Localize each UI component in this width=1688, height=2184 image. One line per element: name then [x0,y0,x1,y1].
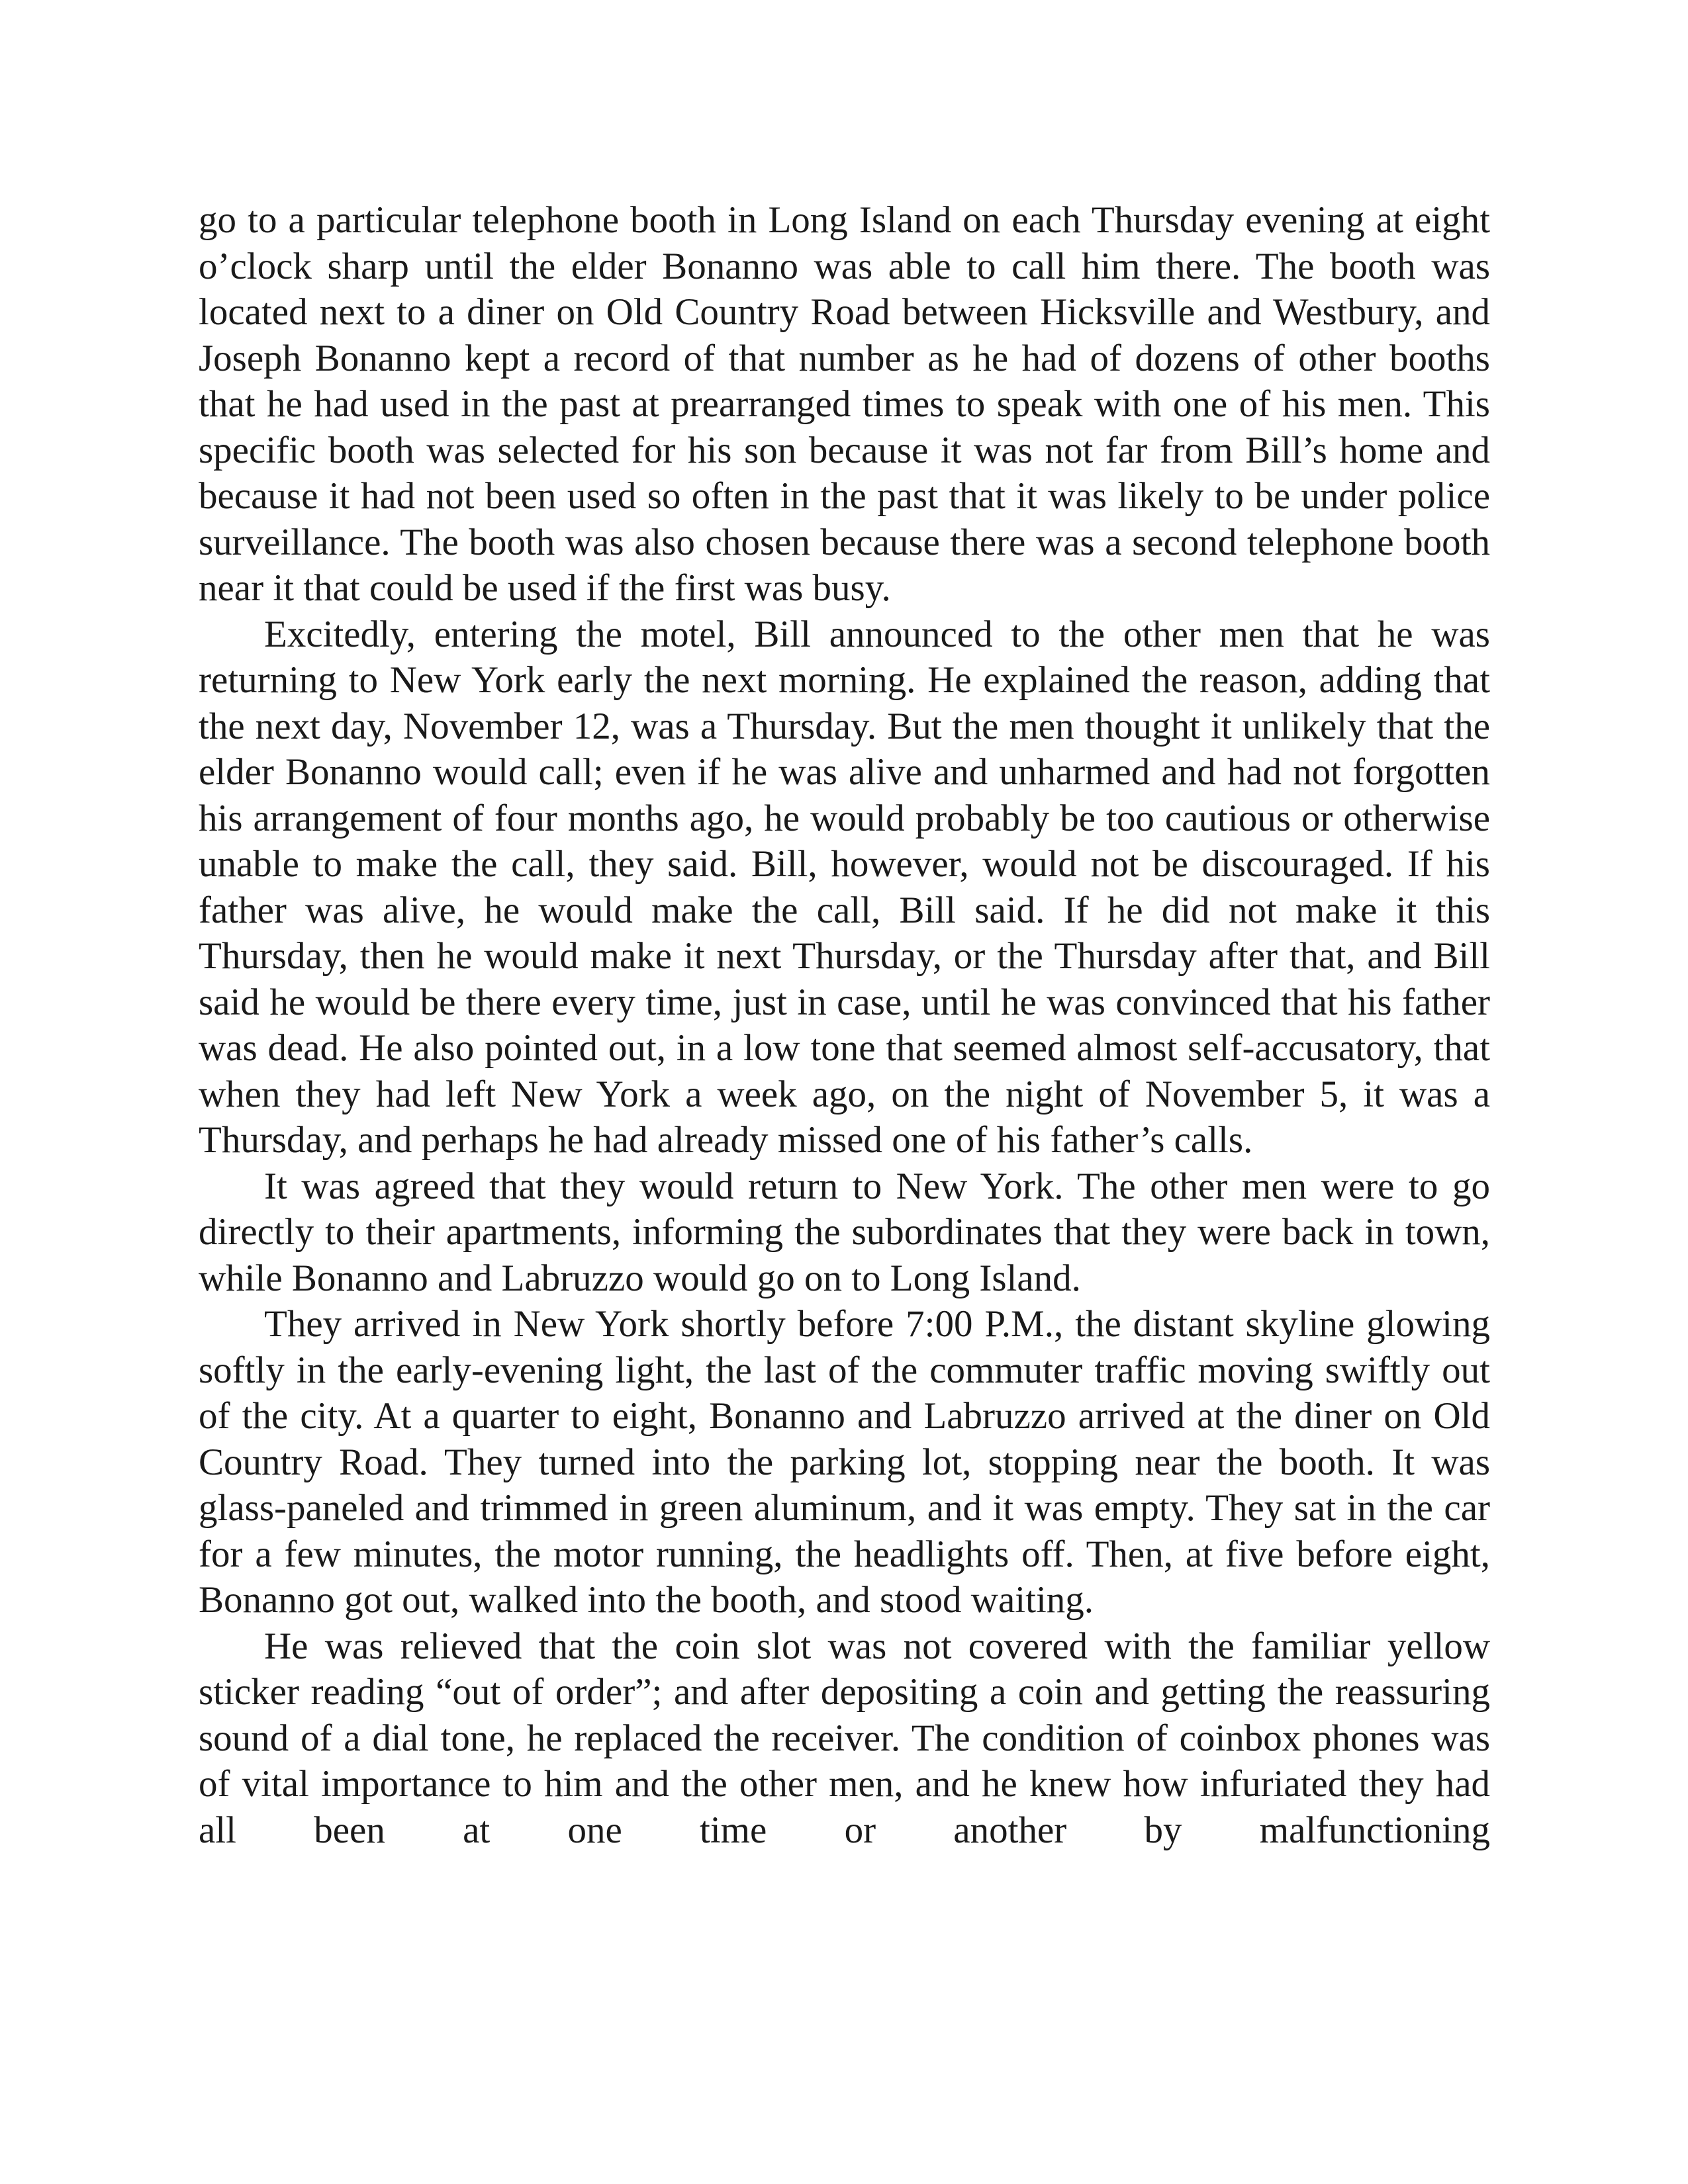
paragraph-4: They arrived in New York shortly before 7:00 P.M., the distant skyline glowing softly in the early-evening light, the last of the commuter traffic moving swiftly out of the city. At a quarter to eight, Bonanno and Labruzzo arrived at the diner on Old Country Road. They turned into the parking lot, stopping near the booth. It was glass-paneled and trimmed in green aluminum, and it was empty. They sat in the car for a few minutes, the motor running, the headlights off. Then, at five before eight, Bonanno got out, walked into the booth, and stood waiting. [199,1303,1490,1621]
paragraph-5: He was relieved that the coin slot was not covered with the familiar yellow sticker reading “out of order”; and after depositing a coin and getting the reassuring sound of a dial tone, he replaced the receiver. The condition of coinbox phones was of vital importance to him and the other men, and he knew how infuriated they had all been at one time or another by malfunctioning [199,1625,1490,1851]
document-page [199,197,1490,1853]
paragraph-2: Excitedly, entering the motel, Bill announced to the other men that he was returning to New York early the next morning. He explained the reason, adding that the next day, November 12, was a Thursday. But the men thought it unlikely that the elder Bonanno would call; even if he was alive and unharmed and had not forgotten his arrangement of four months ago, he would probably be too cautious or otherwise unable to make the call, they said. Bill, however, would not be discouraged. If his father was alive, he would make the call, Bill said. If he did not make it this Thursday, then he would make it next Thursday, or the Thursday after that, and Bill said he would be there every time, just in case, until he was convinced that his father was dead. He also pointed out, in a low tone that seemed almost self-accusatory, that when they had left New York a week ago, on the night of November 5, it was a Thursday, and perhaps he had already missed one of his father’s calls. [199,613,1490,1161]
paragraph-3: It was agreed that they would return to New York. The other men were to go directly to their apartments, informing the subordinates that they were back in town, while Bonanno and Labruzzo would go on to Long Island. [199,1165,1490,1299]
paragraph-1: go to a particular telephone booth in Long Island on each Thursday evening at eight o’clock sharp until the elder Bonanno was able to call him there. The booth was located next to a diner on Old Country Road between Hicksville and Westbury, and Joseph Bonanno kept a record of that number as he had of dozens of other booths that he had used in the past at prearranged times to speak with one of his men. This specific booth was selected for his son because it was not far from Bill’s home and because it had not been used so often in the past that it was likely to be under police surveillance. The booth was also chosen because there was a second telephone booth near it that could be used if the first was busy. [199,199,1490,609]
